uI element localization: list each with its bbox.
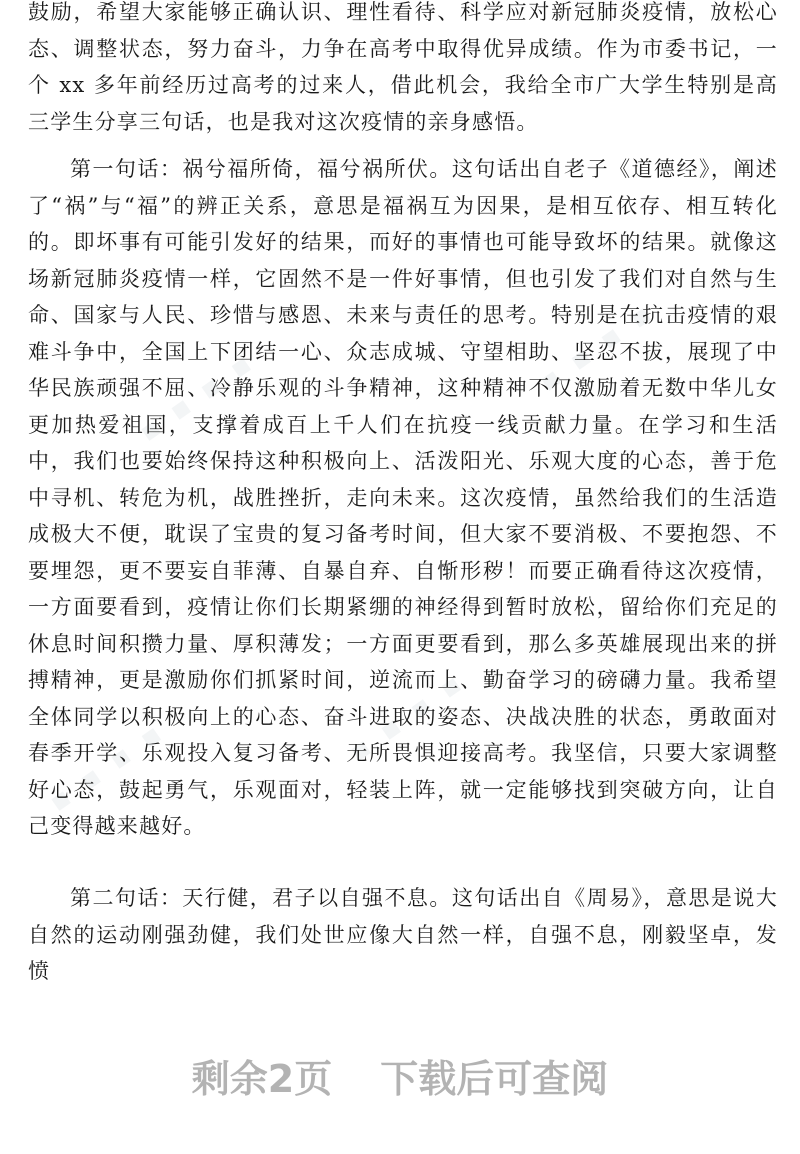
watermark: ▪ ▪ ▪ ▪ bbox=[42, 714, 171, 819]
paragraph-first-saying: 第一句话：祸兮福所倚，福兮祸所伏。这句话出自老子《道德经》，阐述了“祸”与“福”的辨正关系，意思是福祸互为因果，是相互依存、相互转化的。即坏事有可能引发好的结果，而好的事情也可能导致坏的结果。就像这场新冠肺炎疫情一样，它固然不是一件好事情，但也引发了我们对自然与生命、国家与人民、珍惜与感恩、未来与责任的思考。特别是在抗击疫情的艰难斗争中，全国上下团结一心、众志成城、守望相助、坚忍不拔，展现了中华民族顽强不屈、冷静乐观的斗争精神，这种精神不仅激励着无数中华儿女更加热爱祖国，支撑着成百上千人们在抗疫一线贡献力量。在学习和生活中，我们也要始终保持这种积极向上、活泼阳光、乐观大度的心态，善于危中寻机、转危为机，战胜挫折，走向未来。这次疫情，虽然给我们的生活造成极大不便，耽误了宝贵的复习备考时间，但大家不要消极、不要抱怨、不要埋怨，更不要妄自菲薄、自暴自弃、自惭形秽！而要正确看待这次疫情，一方面要看到，疫情让你们长期紧绷的神经得到暂时放松，留给你们充足的休息时间积攒力量、厚积薄发；一方面更要看到，那么多英雄展现出来的拼搏精神，更是激励你们抓紧时间，逆流而上、勤奋学习的磅礴力量。我希望全体同学以积极向上的心态、奋斗进取的姿态、决战决胜的状态，勇敢面对春季开学、乐观投入复习备考、无所畏惧迎接高考。我坚信，只要大家调整好心态，鼓起勇气，乐观面对，轻装上阵，就一定能够找到突破方向，让自己变得越来越好。 bbox=[28, 157, 778, 838]
watermark: ▪ ▪ ▪ ▪ bbox=[132, 344, 261, 449]
download-prompt-banner[interactable] bbox=[0, 1040, 800, 1110]
remaining-pages-label: 剩余2页 bbox=[191, 1056, 333, 1101]
watermark: ▪ ▪ ▪ ▪ bbox=[342, 664, 471, 769]
watermark: ▪ ▪ ▪ ▪ bbox=[532, 294, 661, 399]
paragraph-second-saying: 第二句话：天行健，君子以自强不息。这句话出自《周易》，意思是说大自然的运动刚强劲健，我们处世应像大自然一样，自强不息，刚毅坚卓，发愤 bbox=[28, 886, 778, 983]
intro-paragraph: 鼓励，希望大家能够正确认识、理性看待、科学应对新冠肺炎疫情，放松心态、调整状态，努力奋斗，力争在高考中取得优异成绩。作为市委书记，一个 xx 多年前经历过高考的过来人，借此机会，我给全市广大学生特别是高三学生分享三句话，也是我对这次疫情的亲身感悟。 bbox=[28, 0, 778, 134]
download-to-view-label: 下载后可查阅 bbox=[380, 1056, 609, 1101]
